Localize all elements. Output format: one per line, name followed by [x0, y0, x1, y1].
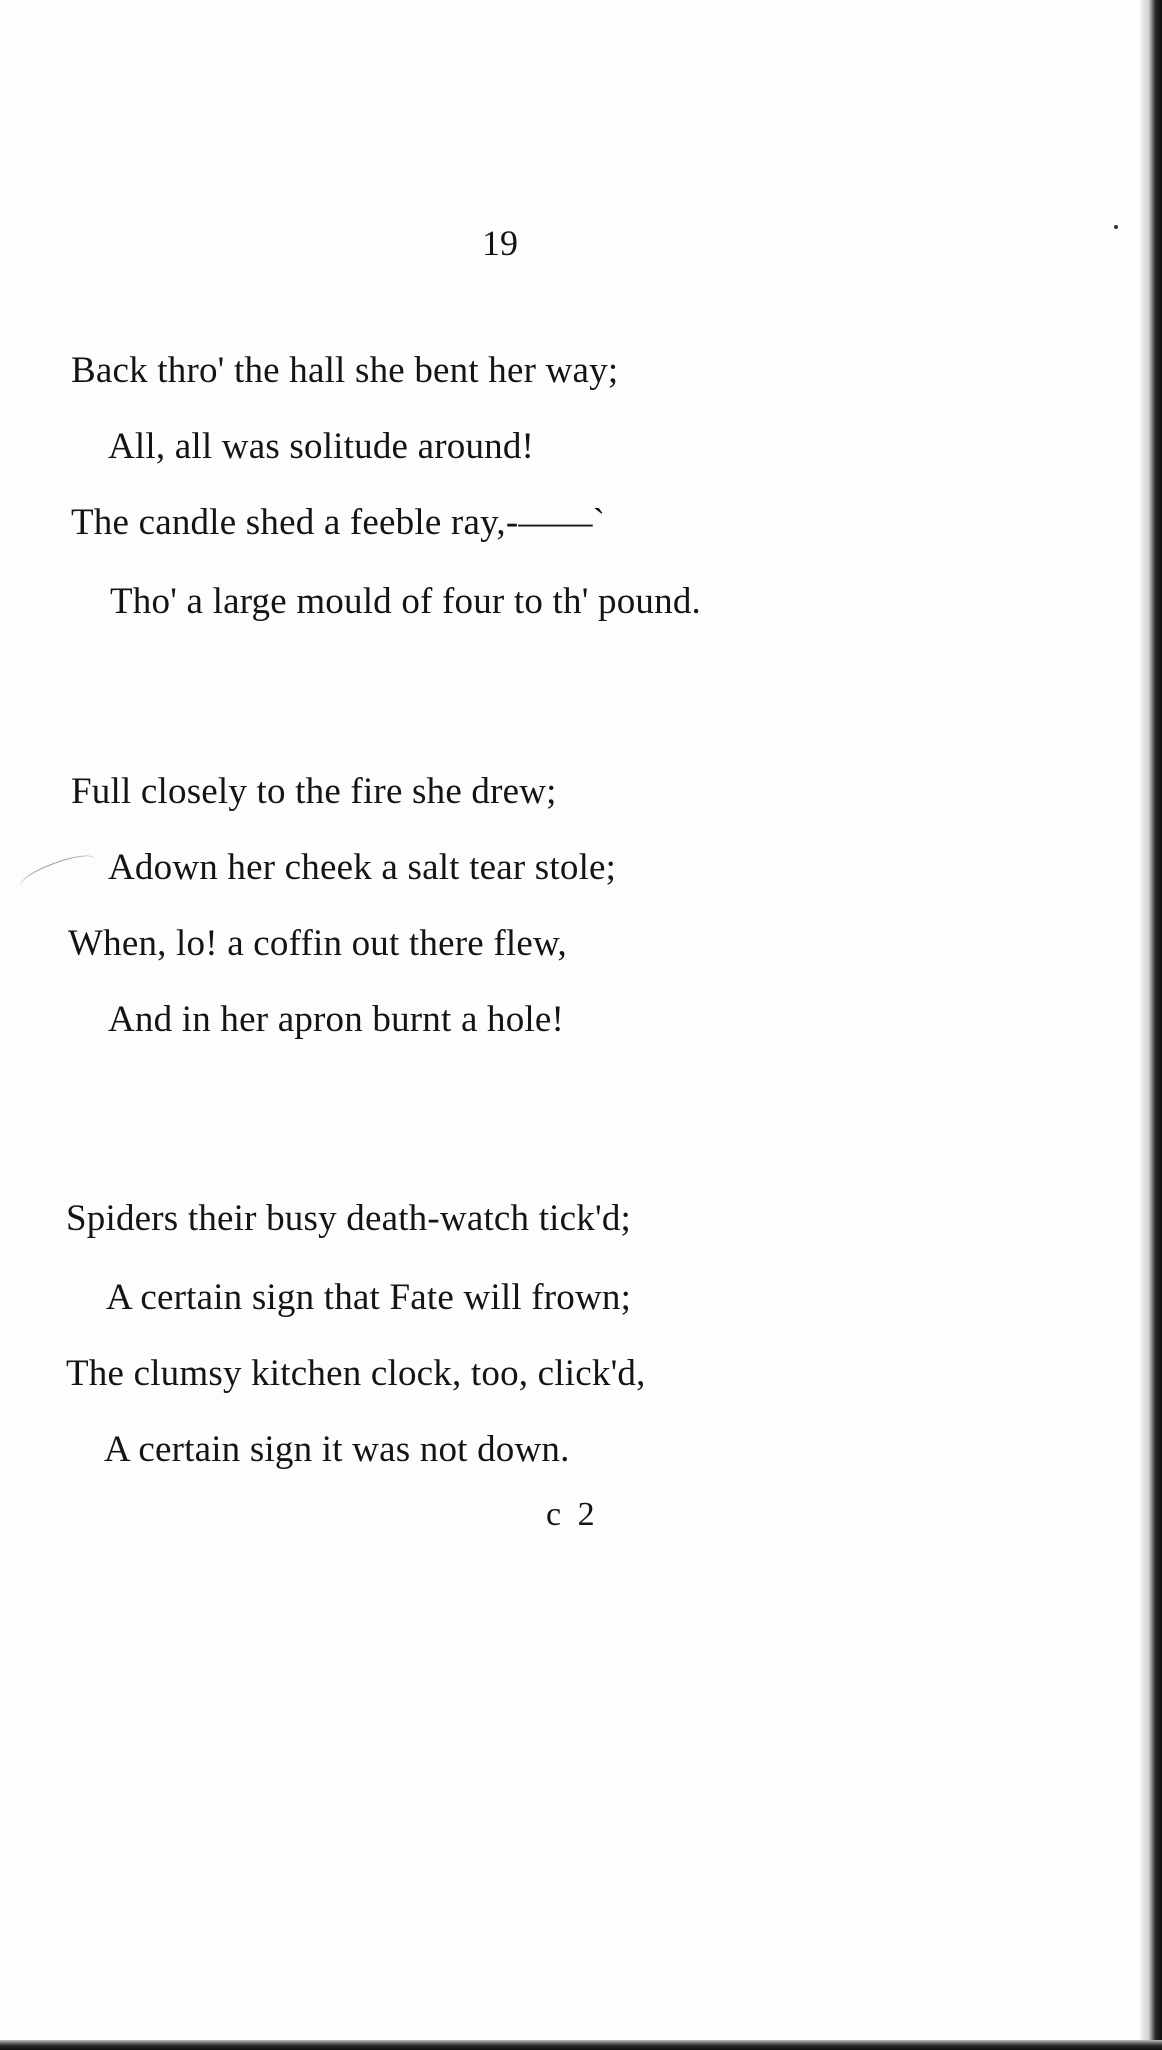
verse-line: Spiders their busy death-watch tick'd;	[66, 1198, 632, 1239]
verse-line: And in her apron burnt a hole!	[108, 999, 565, 1040]
verse-line: A certain sign it was not down.	[104, 1429, 570, 1470]
verse-line: When, lo! a coffin out there flew,	[68, 923, 567, 964]
verse-line: The clumsy kitchen clock, too, click'd,	[66, 1353, 646, 1394]
verse-line: The candle shed a feeble ray,-——`	[71, 502, 606, 543]
verse-line: Full closely to the fire she drew;	[71, 771, 557, 812]
verse-line: A certain sign that Fate will frown;	[106, 1277, 632, 1318]
page-number: 19	[482, 223, 518, 263]
ink-speck	[1114, 225, 1118, 229]
verse-line: All, all was solitude around!	[108, 426, 535, 467]
printer-signature-mark: c 2	[546, 1496, 599, 1533]
page-edge-right	[1140, 0, 1162, 2050]
pencil-smudge	[17, 849, 99, 896]
verse-line: Adown her cheek a salt tear stole;	[108, 847, 617, 888]
verse-line: Back thro' the hall she bent her way;	[71, 350, 619, 391]
page-edge-bottom	[0, 2040, 1162, 2050]
verse-line: Tho' a large mould of four to th' pound.	[110, 581, 701, 622]
